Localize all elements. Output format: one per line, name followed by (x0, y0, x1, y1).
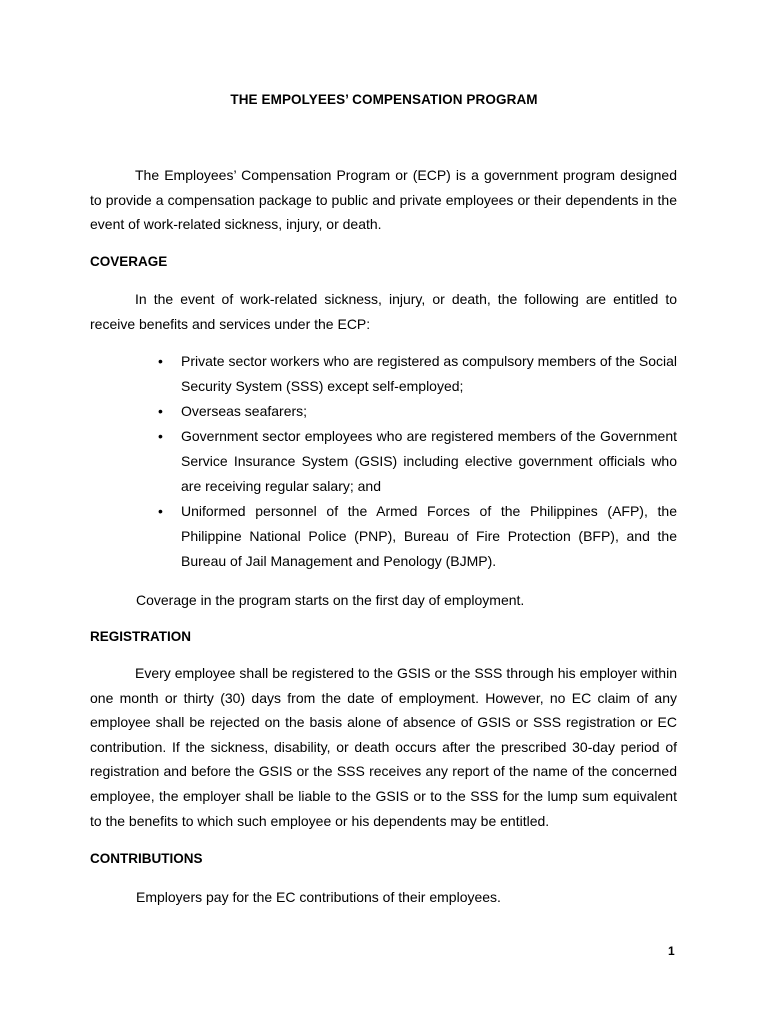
list-item (0, 499, 768, 574)
coverage-start-note: Coverage in the program starts on the first day of employment. (136, 592, 525, 608)
list-item-text: Overseas seafarers; (181, 403, 308, 419)
list-item-text: Government sector employees who are registered members of the Government Service Insurance System (GSIS) including elective government officials who are receiving regular salary; and (181, 428, 677, 494)
list-item (0, 349, 768, 399)
registration-heading: REGISTRATION (90, 629, 191, 644)
bullet-icon: • (158, 428, 163, 444)
coverage-intro-paragraph: In the event of work-related sickness, injury, or death, the following are entitled to receive benefits and services under the ECP: (90, 291, 677, 332)
bullet-icon: • (158, 503, 163, 519)
list-item (0, 399, 768, 424)
page-number: 1 (668, 944, 675, 958)
bullet-icon: • (158, 403, 163, 419)
list-item-text: Uniformed personnel of the Armed Forces of the Philippines (AFP), the Philippine National Police (PNP), Bureau of Fire Protection (BFP), and the Bureau of Jail Management and Penology (BJMP). (181, 503, 677, 569)
contributions-heading: CONTRIBUTIONS (90, 851, 203, 866)
list-item (0, 424, 768, 499)
intro-paragraph: The Employees’ Compensation Program or (ECP) is a government program designed to provide a compensation package to public and private employees or their dependents in the event of work-related sickness, injury, or death. (90, 167, 677, 233)
contributions-paragraph: Employers pay for the EC contributions of their employees. (136, 889, 501, 905)
bullet-icon: • (158, 353, 163, 369)
coverage-list (0, 349, 768, 574)
registration-paragraph: Every employee shall be registered to the GSIS or the SSS through his employer within one month or thirty (30) days from the date of employment. However, no EC claim of any employee shall be rejected on the basis alone of absence of GSIS or SSS registration or EC contribution. If the sickness, disability, or death occurs after the prescribed 30-day period of registration and before the GSIS or the SSS receives any report of the name of the concerned employee, the employer shall be liable to the GSIS or to the SSS for the lump sum equivalent to the benefits to which such employee or his dependents may be entitled. (90, 665, 677, 829)
document-title: THE EMPOLYEES’ COMPENSATION PROGRAM (230, 92, 538, 107)
list-item-text: Private sector workers who are registered as compulsory members of the Social Security System (SSS) except self-employed; (181, 353, 677, 394)
coverage-heading: COVERAGE (90, 254, 168, 269)
